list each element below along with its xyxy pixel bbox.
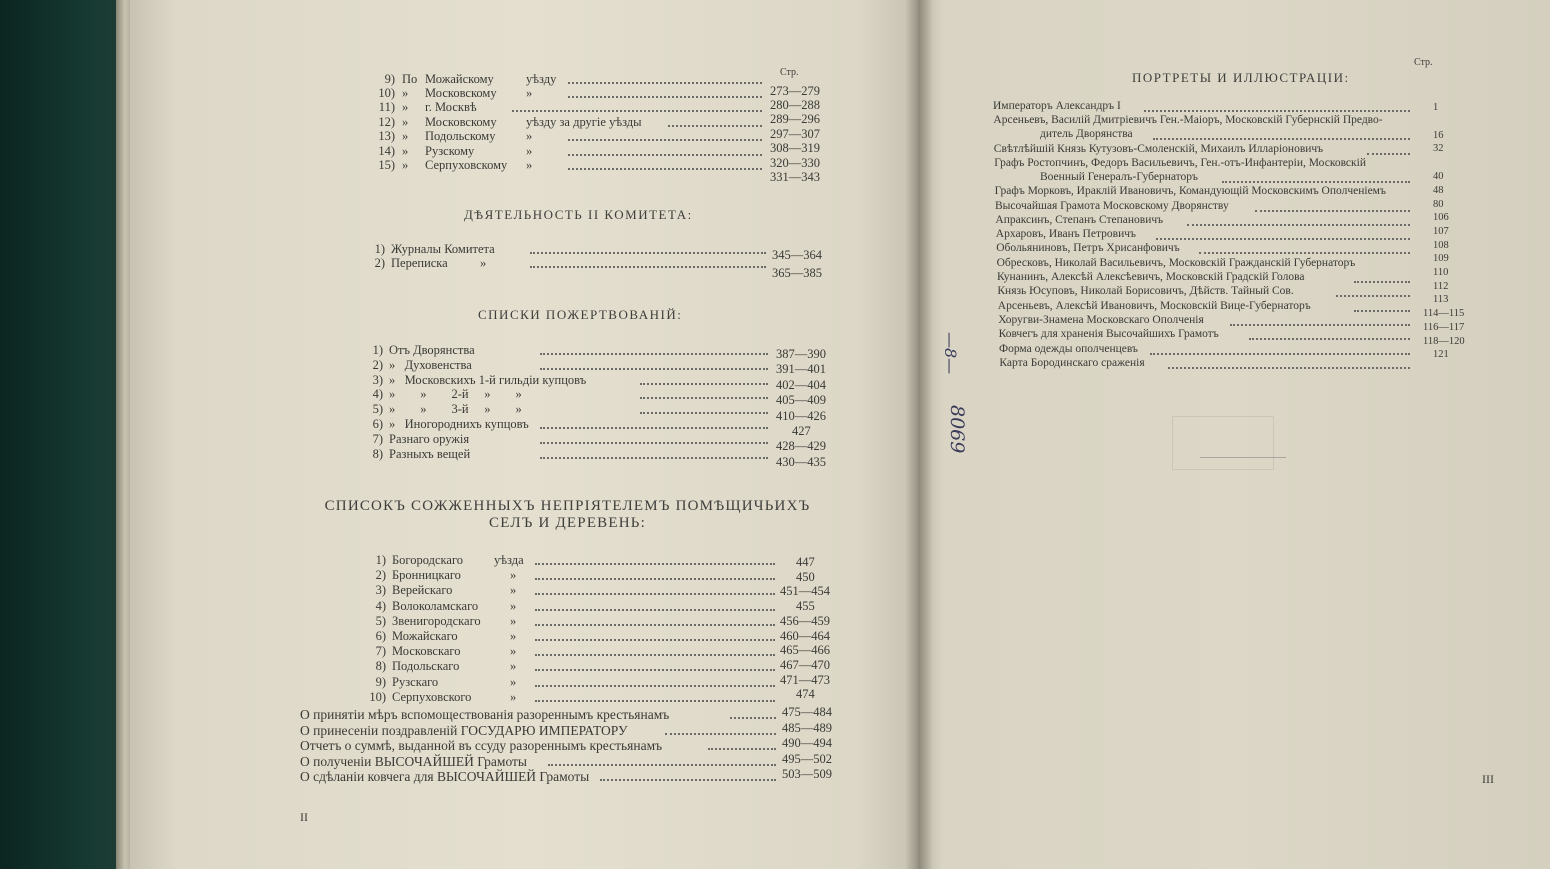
item-number: 8) [372, 446, 383, 461]
item-label: Отъ Дворянства [389, 343, 475, 357]
leader-dots [535, 685, 775, 687]
portrait-entry-text: Высочайшая Грамота Московскому Дворянству [995, 199, 1229, 212]
leader-dots [640, 383, 768, 385]
item-number: 10) [378, 86, 395, 100]
item-page: 345—364 [772, 248, 822, 262]
item-page: 273—279 [770, 84, 820, 98]
list-item [0, 659, 1550, 674]
item-number: 4) [372, 387, 383, 402]
list-item [0, 402, 1550, 423]
item-page: 495—502 [782, 751, 832, 766]
portrait-entry-text: Военный Генералъ-Губернаторъ [1040, 170, 1198, 183]
faded-stamp [1172, 416, 1274, 470]
item-ditto: » [480, 256, 487, 270]
portrait-entry-text: Обольяниновъ, Петръ Хрисанфовичъ [996, 242, 1180, 255]
donations-heading: СПИСКИ ПОЖЕРТВОВАНІЙ: [478, 307, 683, 322]
item-number: 2) [375, 568, 386, 583]
leader-dots [535, 700, 775, 702]
portrait-entry-text: Графъ Морковъ, Ираклій Ивановичъ, Командующій Московскимъ Ополченіемъ [994, 185, 1386, 198]
item-page: 503—509 [782, 767, 832, 781]
item-number: 4) [375, 598, 386, 613]
portrait-page: 80 [1433, 198, 1444, 210]
portrait-entry [0, 225, 1550, 242]
right-page-number: III [1482, 772, 1494, 786]
portrait-page: 108 [1433, 239, 1449, 251]
item-suffix: » [510, 674, 517, 689]
item-label: » Московскихъ 1-й гильдіи купцовъ [389, 372, 587, 387]
portrait-entry [0, 185, 1550, 199]
leader-dots [665, 733, 776, 735]
portrait-page: 106 [1433, 212, 1449, 224]
portrait-entry [0, 294, 1550, 314]
item-number: 6) [372, 417, 383, 431]
leader-dots [535, 624, 775, 626]
stamp-line [1200, 457, 1286, 458]
item-suffix: » [526, 129, 533, 143]
leader-dots [535, 609, 775, 611]
item-prefix: По [402, 72, 418, 86]
leader-dots [1199, 252, 1410, 254]
item-number: 15) [378, 158, 395, 172]
list-item [0, 583, 1550, 598]
item-page: 430—435 [776, 454, 826, 469]
item-page: 460—464 [780, 628, 830, 643]
item-number: 8) [375, 659, 386, 674]
portrait-entry [0, 308, 1550, 328]
portrait-entry-text: Императоръ Александръ I [993, 100, 1121, 112]
left-page-number: II [300, 810, 308, 824]
item-suffix: уѣзда [494, 553, 524, 567]
leader-dots [1336, 295, 1410, 297]
item-page: 467—470 [780, 657, 830, 672]
leader-dots [540, 457, 768, 459]
item-name: Бронницкаго [392, 568, 461, 583]
portrait-entry [0, 100, 1550, 114]
item-suffix: » [526, 158, 533, 172]
list-item [0, 387, 1550, 408]
list-item [0, 372, 1550, 392]
item-name: Богородскаго [392, 553, 464, 567]
leader-dots [1354, 310, 1410, 312]
portrait-page: 112 [1433, 280, 1449, 292]
leader-dots [1255, 210, 1410, 212]
item-page: 471—473 [780, 672, 830, 687]
leader-dots [1150, 353, 1410, 355]
portrait-entry [0, 335, 1550, 357]
portrait-page: 113 [1433, 294, 1449, 306]
item-label: Отчетъ о суммѣ, выданной въ ссуду разореннымъ крестьянамъ [300, 738, 663, 753]
leader-dots [535, 669, 775, 671]
item-number: 9) [384, 72, 395, 86]
item-number: 9) [375, 674, 386, 689]
list-item [0, 644, 1550, 659]
item-label: Журналы Комитета [391, 242, 495, 256]
item-number: 1) [372, 343, 383, 357]
item-name: г. Москвѣ [425, 100, 477, 114]
item-page: 405—409 [776, 393, 826, 408]
portrait-entry [0, 267, 1550, 285]
portrait-entry-text: Архаровъ, Иванъ Петровичъ [995, 228, 1136, 241]
item-name: Московскому [425, 86, 497, 100]
leader-dots [1230, 324, 1410, 326]
item-prefix: » [402, 158, 409, 172]
portrait-page: 116—117 [1423, 321, 1465, 333]
leader-dots [1144, 110, 1410, 112]
handwritten-inventory-number: 8069 [946, 405, 968, 454]
portrait-entry-text: Кунанинъ, Алексѣй Алексѣевичъ, Московскій Градскій Голова [997, 271, 1305, 283]
item-page: 456—459 [780, 613, 830, 628]
list-item [0, 629, 1550, 644]
item-page: 289—296 [770, 112, 820, 126]
item-page: 485—489 [782, 720, 832, 735]
portrait-page: 48 [1433, 184, 1444, 196]
item-name: Подольскаго [392, 659, 460, 674]
portrait-page: 32 [1433, 143, 1444, 155]
leader-dots [1168, 367, 1410, 369]
portrait-entry-text: Арсеньевъ, Алексѣй Ивановичъ, Московскій Вице-Губернаторъ [997, 299, 1311, 312]
item-page: 297—307 [770, 127, 820, 141]
item-suffix: уѣзду [526, 72, 557, 86]
item-name: Можайскаго [392, 629, 458, 643]
item-name: Серпуховскому [425, 158, 508, 172]
portrait-entry-text: Обресковъ, Николай Васильевичъ, Московскій Гражданскій Губернаторъ [996, 256, 1356, 269]
portrait-page: 118—120 [1423, 335, 1465, 347]
list-item [0, 553, 1550, 568]
item-page: 475—484 [782, 705, 832, 719]
portrait-page: 1 [1433, 102, 1439, 113]
item-page: 490—494 [782, 736, 832, 750]
portrait-entry [0, 114, 1550, 142]
item-prefix: » [402, 129, 409, 143]
portrait-entry-text: дитель Дворянства [1040, 128, 1133, 141]
portrait-page: 114—115 [1423, 308, 1465, 320]
item-page: 428—429 [776, 439, 826, 454]
leader-dots [548, 764, 776, 766]
leader-dots [1249, 338, 1410, 340]
item-label: » » 3-й » » [389, 402, 522, 417]
list-item [0, 707, 1550, 722]
item-number: 2) [372, 357, 383, 372]
leader-dots [540, 427, 768, 429]
portrait-page: 16 [1433, 129, 1444, 141]
item-page: 331—343 [770, 170, 820, 184]
item-page: 451—454 [780, 584, 830, 599]
item-number: 13) [378, 129, 395, 143]
left-spr-header: Стр. [780, 67, 799, 78]
right-spr-header: Стр. [1414, 57, 1433, 68]
item-page: 280—288 [770, 98, 820, 112]
list-item [0, 769, 1550, 784]
leader-dots [535, 563, 775, 565]
leader-dots [600, 779, 776, 781]
item-name: Подольскому [425, 129, 496, 143]
activity-heading: ДѢЯТЕЛЬНОСТЬ II КОМИТЕТА: [464, 207, 693, 222]
portrait-entry [0, 321, 1550, 342]
item-name: Рузскому [425, 144, 475, 158]
portrait-entry [0, 143, 1550, 157]
item-prefix: » [402, 144, 409, 158]
item-name: Верейскаго [392, 583, 453, 598]
portrait-entry-text: Хоругви-Знамена Московскаго Ополченія [998, 313, 1204, 326]
leader-dots [1222, 181, 1410, 183]
item-prefix: » [402, 115, 409, 129]
item-name: Московскому [425, 115, 497, 129]
list-item [0, 417, 1550, 438]
item-suffix: » [526, 144, 533, 158]
leader-dots [1367, 153, 1410, 155]
item-number: 12) [378, 115, 395, 129]
portrait-entry-text: Карта Бородинскаго сраженія [999, 356, 1145, 369]
leader-dots [568, 96, 762, 98]
portrait-entry [0, 200, 1550, 214]
item-label: О сдѣланіи ковчега для ВЫСОЧАЙШЕЙ Грамоты [300, 769, 590, 784]
portrait-entry-text: Князь Юсуповъ, Николай Борисовичъ, Дѣйств. Тайный Сов. [997, 285, 1294, 298]
item-page: 427 [792, 424, 811, 438]
portrait-page: 107 [1433, 225, 1449, 237]
item-suffix: » [510, 613, 517, 628]
portrait-entry [0, 157, 1550, 185]
portrait-page: 121 [1433, 349, 1449, 361]
leader-dots [535, 639, 775, 641]
portrait-page: 110 [1433, 267, 1449, 278]
item-number: 11) [378, 100, 395, 114]
item-suffix: » [510, 644, 517, 659]
portraits-heading: ПОРТРЕТЫ И ИЛЛЮСТРАЦІИ: [1132, 70, 1350, 85]
item-label: О принесеніи поздравленій ГОСУДАРЮ ИМПЕРАТОРУ [300, 722, 628, 738]
handwritten-mark: —8— [941, 332, 960, 375]
item-label: » » 2-й » » [389, 387, 522, 402]
list-item [0, 751, 1550, 769]
leader-dots [1354, 281, 1410, 283]
item-page: 365—385 [772, 266, 822, 280]
portrait-page: 109 [1433, 253, 1449, 265]
list-item [0, 738, 1550, 753]
portrait-entry [0, 214, 1550, 228]
leader-dots [568, 82, 762, 84]
portrait-entry-text: Свѣтлѣйшій Князь Кутузовъ-Смоленскій, Михаилъ Илларіоновичъ [993, 142, 1324, 155]
portrait-entry-text: Апраксинъ, Степанъ Степановичъ [995, 213, 1164, 226]
item-label: » Иногороднихъ купцовъ [389, 417, 529, 431]
list-item [0, 687, 1550, 705]
leader-dots [730, 717, 776, 719]
list-item [0, 720, 1550, 738]
leader-dots [1187, 224, 1410, 226]
leader-dots [540, 442, 768, 444]
item-page: 450 [796, 569, 815, 584]
item-number: 10) [369, 689, 386, 704]
item-suffix: » [526, 86, 533, 100]
item-name: Волоколамскаго [392, 598, 479, 613]
portrait-entry-text: Графъ Ростопчинъ, Федоръ Васильевичъ, Ген.-отъ-Инфантеріи, Московскій [994, 156, 1366, 169]
item-prefix: » [402, 86, 409, 100]
item-number: 5) [375, 613, 386, 628]
item-page: 474 [796, 687, 815, 702]
leader-dots [708, 748, 776, 750]
list-item [0, 614, 1550, 629]
leader-dots [1153, 138, 1410, 140]
leader-dots [640, 412, 768, 414]
item-name: Рузскаго [392, 674, 439, 689]
leader-dots [1156, 238, 1410, 240]
item-page: 391—401 [776, 362, 826, 377]
item-number: 7) [375, 644, 386, 659]
item-label: Разнаго оружія [389, 431, 470, 446]
item-number: 2) [374, 256, 385, 270]
item-number: 5) [372, 402, 383, 417]
portrait-page: 40 [1433, 171, 1444, 183]
item-number: 3) [372, 372, 383, 387]
list-item [0, 672, 1550, 690]
item-page: 320—330 [770, 156, 820, 170]
item-label: О полученіи ВЫСОЧАЙШЕЙ Грамоты [300, 753, 528, 769]
leader-dots [535, 593, 775, 595]
portrait-entry-text: Форма одежды ополченцевъ [999, 342, 1138, 355]
portrait-entry-text: Арсеньевъ, Василій Дмитріевичъ Ген.-Маіоръ, Московскій Губернскій Предво- [993, 114, 1383, 127]
leader-dots [640, 397, 768, 399]
item-number: 6) [375, 629, 386, 643]
item-label: О принятіи мѣръ вспомоществованія разореннымъ крестьянамъ [300, 707, 670, 722]
item-name: Можайскому [425, 72, 494, 86]
item-suffix: » [510, 583, 517, 598]
list-item [0, 568, 1550, 583]
item-label: Переписка [391, 256, 448, 270]
item-page: 410—426 [776, 408, 826, 423]
item-number: 1) [375, 553, 386, 567]
item-page: 455 [796, 599, 815, 614]
burned-villages-heading: СПИСОКЪ СОЖЖЕННЫХЪ НЕПРІЯТЕЛЕМЪ ПОМѢЩИЧЬИХЪ СЕЛЪ И ДЕРЕВЕНЬ: [324, 498, 811, 531]
item-number: 14) [378, 144, 395, 158]
item-page: 447 [796, 555, 815, 569]
item-number: 1) [374, 242, 385, 256]
portrait-entry [0, 280, 1550, 299]
item-suffix: уѣзду за другіе уѣзды [526, 115, 642, 129]
item-label: Разныхъ вещей [389, 446, 471, 461]
item-suffix: » [510, 629, 517, 643]
item-prefix: » [402, 100, 409, 114]
item-name: Звенигородскаго [392, 613, 481, 628]
portrait-entry [0, 239, 1550, 256]
item-suffix: » [510, 689, 517, 704]
item-page: 402—404 [776, 377, 826, 392]
leader-dots [535, 578, 775, 580]
item-page: 308—319 [770, 141, 820, 155]
item-suffix: » [510, 568, 517, 583]
item-suffix: » [510, 598, 517, 613]
item-name: Серпуховского [392, 689, 472, 704]
item-page: 387—390 [776, 347, 826, 361]
item-page: 465—466 [780, 643, 830, 658]
item-number: 3) [375, 583, 386, 598]
list-item [0, 599, 1550, 614]
item-number: 7) [372, 431, 383, 446]
portrait-entry-text: Ковчегъ для храненія Высочайшихъ Грамотъ [998, 328, 1219, 341]
item-name: Московскаго [392, 644, 461, 659]
item-suffix: » [510, 659, 517, 674]
item-label: » Духовенства [389, 357, 472, 372]
leader-dots [535, 654, 775, 656]
